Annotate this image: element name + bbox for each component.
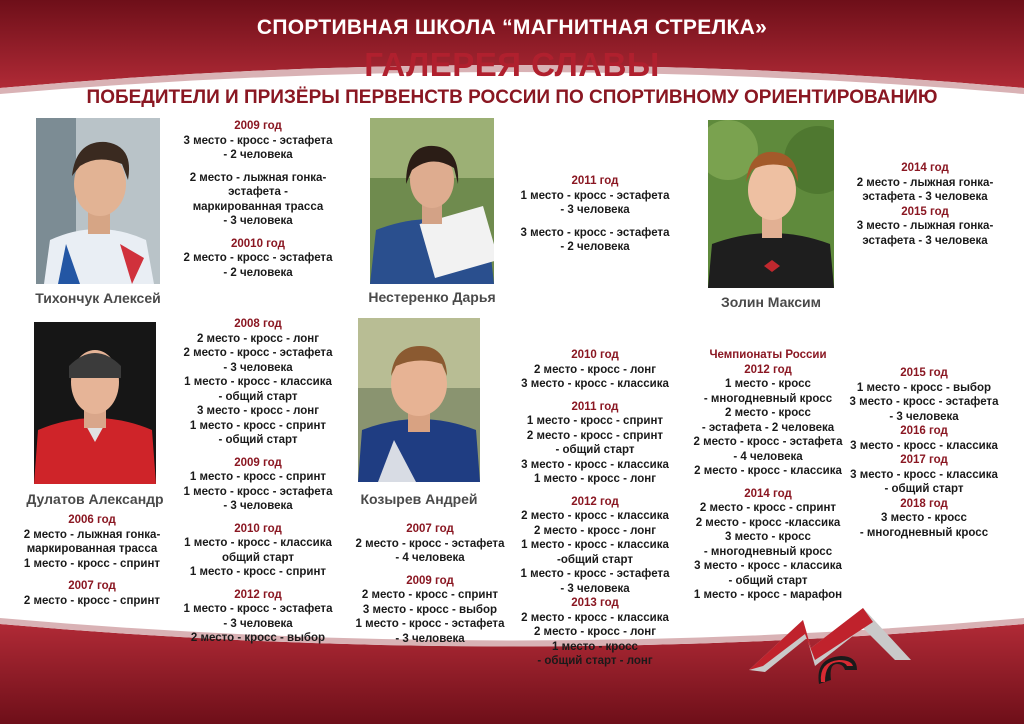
result-line: 3 место - кросс bbox=[725, 531, 811, 543]
athlete-name-5: Козырев Андрей bbox=[360, 491, 478, 507]
result-line: 1 место - кросс bbox=[725, 378, 811, 390]
year-heading: 2017 год bbox=[900, 454, 948, 466]
result-line: 3 место - кросс - классика bbox=[694, 560, 842, 572]
result-line: эстафета - 3 человека bbox=[862, 234, 988, 247]
result-line: - общий старт - лонг bbox=[537, 655, 653, 667]
result-line: 1 место - кросс - классика bbox=[184, 376, 332, 388]
result-line: 2 место - кросс - выбор bbox=[190, 632, 326, 644]
result-line: 2 место - кросс - эстафета bbox=[693, 436, 843, 448]
year-heading: 2012 год bbox=[571, 495, 619, 508]
year-heading: 2009 год bbox=[234, 456, 282, 469]
result-line: 3 место - кросс - классика bbox=[521, 458, 669, 471]
result-line: 1 место - кросс - спринт bbox=[526, 415, 664, 427]
result-line: - общий старт bbox=[728, 574, 808, 587]
page-subtitle: ПОБЕДИТЕЛИ И ПРИЗЁРЫ ПЕРВЕНСТВ РОССИИ ПО СПОРТИВНОМУ ОРИЕНТИРОВАНИЮ bbox=[86, 87, 938, 108]
result-line: 3 место - кросс - эстафета bbox=[849, 396, 999, 408]
result-line: - многодневный кросс bbox=[703, 545, 833, 558]
result-line: - 3 человека bbox=[223, 500, 293, 512]
result-line: 1 место - кросс bbox=[552, 640, 638, 653]
achievements-championships bbox=[676, 348, 860, 603]
result-line: - общий старт bbox=[555, 444, 635, 456]
result-line: 2 место - кросс bbox=[725, 407, 811, 419]
achievements-col-5 bbox=[836, 366, 1012, 540]
year-heading: 2010 год bbox=[571, 349, 619, 361]
athlete-photo-4 bbox=[34, 322, 156, 484]
result-line: 1 место - кросс - спринт bbox=[23, 557, 161, 570]
year-heading: 2015 год bbox=[901, 205, 949, 218]
result-line: 1 место - кросс - спринт bbox=[189, 419, 327, 432]
result-line: 2 место - кросс - классика bbox=[521, 611, 669, 624]
result-line: эстафета - bbox=[228, 186, 288, 198]
result-line: 3 место - кросс - классика bbox=[521, 378, 669, 390]
result-line: 1 место - кросс - марафон bbox=[693, 589, 843, 601]
result-line: 1 место - кросс - эстафета bbox=[520, 568, 670, 580]
achievements-zolin bbox=[832, 161, 1018, 248]
result-line: 2 место - кросс - лонг bbox=[196, 332, 320, 345]
athlete-name-3: Золин Максим bbox=[720, 294, 821, 310]
spacer bbox=[168, 229, 348, 237]
result-line: 3 место - кросс - эстафета bbox=[183, 134, 333, 147]
result-line: 1 место - кросс - эстафета bbox=[355, 618, 505, 630]
athlete-name-4: Дулатов Александр bbox=[26, 491, 164, 507]
year-heading: 2007 год bbox=[68, 580, 116, 592]
result-line: 2 место - кросс - классика bbox=[521, 510, 669, 522]
year-heading: 2012 год bbox=[234, 588, 282, 601]
result-line: - общий старт bbox=[218, 434, 298, 446]
spacer bbox=[510, 487, 680, 495]
spacer bbox=[168, 448, 348, 456]
spacer bbox=[505, 218, 685, 226]
result-line: 2 место - кросс - спринт bbox=[23, 594, 161, 607]
result-line: - многодневный кросс bbox=[859, 526, 989, 539]
achievements-nesterenko bbox=[505, 174, 685, 255]
result-line: - общий старт bbox=[218, 390, 298, 403]
year-heading: 2015 год bbox=[900, 367, 948, 379]
achievements-dulatov-2 bbox=[168, 317, 348, 646]
result-line: 2 место - кросс - эстафета bbox=[355, 537, 505, 550]
school-logo bbox=[745, 600, 915, 688]
result-line: 2 место - кросс -классика bbox=[695, 516, 841, 529]
result-line: маркированная трасса bbox=[26, 543, 158, 555]
year-heading: 2008 год bbox=[234, 318, 282, 330]
result-line: - 2 человека bbox=[560, 241, 630, 253]
athlete-photo-1 bbox=[36, 118, 160, 284]
result-line: эстафета - 3 человека bbox=[862, 191, 988, 203]
result-line: 2 место - кросс - спринт bbox=[361, 589, 499, 601]
result-line: 3 место - кросс - эстафета bbox=[520, 226, 670, 239]
athlete-photo-2 bbox=[370, 118, 494, 284]
result-line: 3 место - лыжная гонка- bbox=[856, 220, 994, 232]
year-heading: Чемпионаты России bbox=[709, 349, 827, 361]
spacer bbox=[168, 163, 348, 171]
result-line: 2 место - лыжная гонка- bbox=[856, 176, 994, 189]
year-heading: 2016 год bbox=[900, 425, 948, 437]
result-line: - 3 человека bbox=[223, 215, 293, 227]
year-heading: 2006 год bbox=[68, 514, 116, 526]
page-title: ГАЛЕРЕЯ СЛАВЫ bbox=[364, 46, 660, 83]
result-line: 1 место - кросс - выбор bbox=[856, 381, 992, 394]
result-line: - 3 человека bbox=[223, 361, 293, 374]
result-line: - 4 человека bbox=[733, 450, 803, 463]
result-line: 2 место - лыжная гонка- bbox=[23, 528, 161, 541]
result-line: 1 место - кросс - эстафета bbox=[183, 603, 333, 615]
spacer bbox=[510, 392, 680, 400]
athlete-photo-5 bbox=[358, 318, 480, 482]
year-heading: 2013 год bbox=[571, 597, 619, 609]
result-line: 2 место - кросс - эстафета bbox=[183, 347, 333, 359]
result-line: - 4 человека bbox=[395, 552, 465, 564]
result-line: - 3 человека bbox=[560, 582, 630, 595]
athlete-name-1: Тихончук Алексей bbox=[35, 290, 161, 306]
result-line: - 3 человека bbox=[889, 410, 959, 423]
result-line: 3 место - кросс - лонг bbox=[196, 405, 320, 417]
achievements-kozyrev bbox=[340, 522, 520, 646]
result-line: - эстафета - 2 человека bbox=[701, 421, 835, 434]
result-line: 2 место - кросс - классика bbox=[694, 465, 842, 477]
result-line: 2 место - кросс - лонг bbox=[533, 363, 657, 376]
year-heading: 2018 год bbox=[900, 497, 948, 510]
result-line: общий старт bbox=[221, 551, 295, 564]
result-line: 1 место - кросс - классика bbox=[184, 537, 332, 549]
result-line: 3 место - кросс bbox=[881, 512, 967, 524]
result-line: 1 место - кросс - лонг bbox=[533, 473, 657, 485]
result-line: -общий старт bbox=[557, 553, 633, 566]
result-line: 1 место - кросс - классика bbox=[521, 539, 669, 551]
spacer bbox=[168, 580, 348, 588]
result-line: 2 место - кросс - лонг bbox=[533, 626, 657, 638]
achievements-tikhonchuk bbox=[168, 119, 348, 280]
spacer bbox=[340, 566, 520, 574]
result-line: 1 место - кросс - эстафета bbox=[520, 189, 670, 202]
result-line: - 3 человека bbox=[223, 617, 293, 630]
result-line: 3 место - кросс - классика bbox=[850, 439, 998, 452]
achievements-col-3 bbox=[510, 348, 680, 669]
year-heading: 2007 год bbox=[406, 523, 454, 535]
result-line: 3 место - кросс - выбор bbox=[362, 603, 498, 616]
result-line: - 2 человека bbox=[223, 266, 293, 279]
achievements-dulatov-1 bbox=[6, 513, 178, 608]
year-heading: 2009 год bbox=[406, 574, 454, 587]
result-line: - общий старт bbox=[884, 483, 964, 495]
result-line: 3 место - кросс - классика bbox=[850, 468, 998, 481]
year-heading: 2009 год bbox=[234, 120, 282, 132]
result-line: - 3 человека bbox=[560, 204, 630, 216]
result-line: - 3 человека bbox=[395, 632, 465, 645]
result-line: 2 место - кросс - спринт bbox=[699, 502, 837, 514]
result-line: - многодневный кросс bbox=[703, 392, 833, 405]
school-name: СПОРТИВНАЯ ШКОЛА “МАГНИТНАЯ СТРЕЛКА» bbox=[256, 16, 768, 39]
year-heading: 2014 год bbox=[901, 162, 949, 174]
athlete-photo-3 bbox=[708, 120, 834, 288]
year-heading: 2012 год bbox=[744, 363, 792, 376]
year-heading: 2011 год bbox=[571, 175, 619, 187]
result-line: 2 место - кросс - лонг bbox=[533, 524, 657, 537]
spacer bbox=[676, 479, 860, 487]
result-line: 2 место - лыжная гонка- bbox=[189, 171, 327, 184]
spacer bbox=[168, 514, 348, 522]
result-line: маркированная трасса bbox=[192, 200, 324, 213]
result-line: 1 место - кросс - спринт bbox=[189, 471, 327, 483]
result-line: - 2 человека bbox=[223, 149, 293, 161]
year-heading: 2010 год bbox=[234, 522, 282, 535]
athlete-name-2: Нестеренко Дарья bbox=[368, 289, 496, 305]
result-line: 2 место - кросс - спринт bbox=[526, 429, 664, 442]
result-line: 1 место - кросс - спринт bbox=[189, 566, 327, 578]
result-line: 1 место - кросс - эстафета bbox=[183, 485, 333, 498]
year-heading: 2014 год bbox=[744, 487, 792, 500]
spacer bbox=[6, 571, 178, 579]
year-heading: 2011 год bbox=[571, 400, 619, 413]
year-heading: 20010 год bbox=[231, 237, 285, 250]
result-line: 2 место - кросс - эстафета bbox=[183, 252, 333, 264]
